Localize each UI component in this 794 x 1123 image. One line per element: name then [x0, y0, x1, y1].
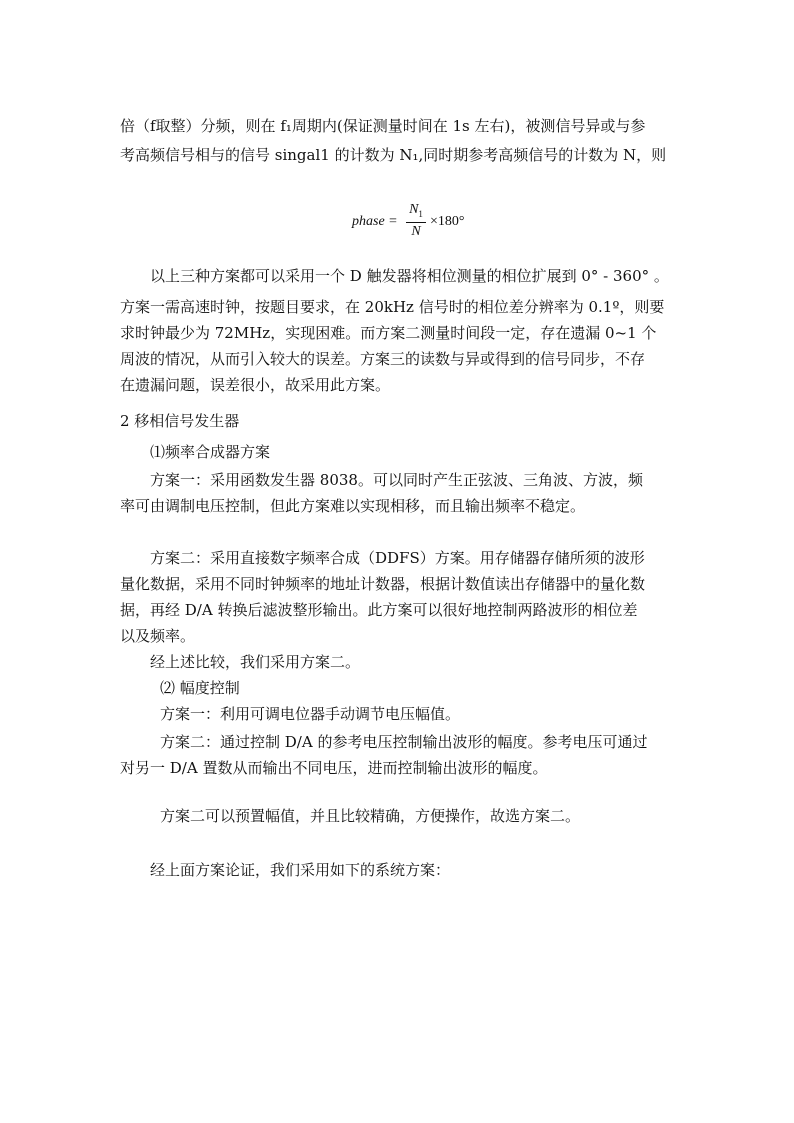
formula-denominator: N	[411, 224, 421, 239]
text-line: 方案一需高速时钟，按题目要求，在 20kHz 信号时的相位差分辨率为 0.1º，则要	[120, 298, 665, 316]
text-line: 对另一 D/A 置数从而输出不同电压，进而控制输出波形的幅度。	[120, 759, 548, 777]
formula-numerator: $N_1$	[409, 202, 423, 219]
formula-fraction-bar	[406, 222, 426, 223]
formula-lhs: phase =	[352, 214, 398, 229]
text-line: 周波的情况，从而引入较大的误差。方案三的读数与异或得到的信号同步，不存	[120, 350, 646, 368]
text-line: 以及频率。	[120, 627, 196, 645]
text-line: 经上述比较，我们采用方案二。	[150, 653, 361, 671]
text-line: 经上面方案论证，我们采用如下的系统方案：	[150, 861, 451, 879]
text-line: 方案二：通过控制 D/A 的参考电压控制输出波形的幅度。参考电压可通过	[160, 733, 648, 751]
text-line: 方案一：利用可调电位器手动调节电压幅值。	[160, 705, 461, 723]
text-line: 方案二可以预置幅值，并且比较精确，方便操作，故选方案二。	[160, 807, 581, 825]
text-line: 以上三种方案都可以采用一个 D 触发器将相位测量的相位扩展到 0° - 360° 。	[150, 267, 669, 285]
section-heading: 2 移相信号发生器	[120, 412, 240, 430]
text-line: 量化数据，采用不同时钟频率的地址计数器，根据计数值读出存储器中的量化数	[120, 575, 646, 593]
text-line: 倍（f取整）分频，则在 f₁周期内(保证测量时间在 1s 左右)，被测信号异或与参	[120, 117, 646, 135]
subsection-heading: ⑴频率合成器方案	[150, 443, 271, 461]
phase-formula	[352, 202, 482, 246]
formula-rhs: ×180°	[430, 214, 465, 229]
text-line: 在遗漏问题，误差很小，故采用此方案。	[120, 376, 391, 394]
text-line: 求时钟最少为 72MHz，实现困难。而方案二测量时间段一定，存在遗漏 0~1 个	[120, 324, 657, 342]
text-line: 方案二：采用直接数字频率合成（DDFS）方案。用存储器存储所须的波形	[150, 549, 645, 567]
subsection-heading: ⑵ 幅度控制	[160, 679, 240, 697]
text-line: 考高频信号相与的信号 singal1 的计数为 N₁,同时期参考高频信号的计数为 N，则	[120, 146, 667, 164]
text-line: 据，再经 D/A 转换后滤波整形输出。此方案可以很好地控制两路波形的相位差	[120, 601, 638, 619]
text-line: 方案一：采用函数发生器 8038。可以同时产生正弦波、三角波、方波，频	[150, 471, 643, 489]
text-line: 率可由调制电压控制，但此方案难以实现相移，而且输出频率不稳定。	[120, 497, 586, 515]
